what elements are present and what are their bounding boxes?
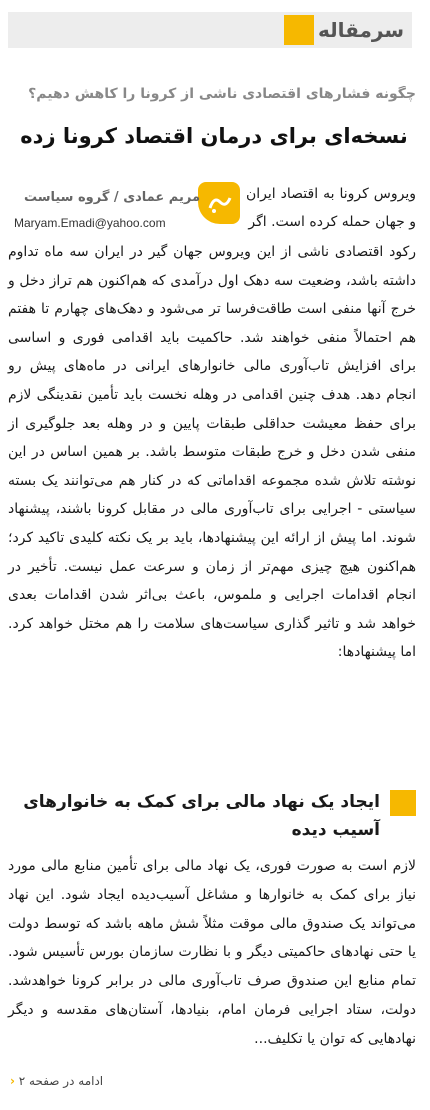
article-headline: نسخه‌ای برای درمان اقتصاد کرونا زده xyxy=(20,124,408,148)
publication-logo-icon xyxy=(198,182,240,224)
accent-square-icon xyxy=(284,15,314,45)
article-kicker: چگونه فشارهای اقتصادی ناشی از کرونا را کاهش دهیم؟ xyxy=(28,86,416,102)
article-body: رکود اقتصادی ناشی از این ویروس جهان گیر در ایران سه ماه تداوم داشته باشد، وضعیت سه دهک اول درآمدی که هم‌اکنون هم تراز دخل و خرج آنها منفی است طاقت‌فرسا تر می‌شود و دهک‌های چهارم تا هفتم هم احتمالاً منفی خواهند شد. حاکمیت باید اقدامی فوری و اساسی برای افزایش تاب‌آوری مالی خانوارهای ایرانی در ماه‌های پیش رو انجام دهد. هدف چنین اقدامی در وهله نخست باید تأمین نقدینگی لازم برای حفظ معیشت حداقلی طبقات پایین و در وهله بعد جلوگیری از منفی شدن دخل و خرج طبقات متوسط باشد. بر همین اساس در این نوشته تلاش شده مجموعه اقداماتی که در کنار هم می‌توانند یک بسته سیاستی - اجرایی برای تاب‌آوری مالی در مقابل کرونا باشند، پیشنهاد شوند. اما پیش از ارائه این پیشنهادها، باید بر یک نکته کلیدی تاکید کرد؛ هم‌اکنون هیچ چیزی مهم‌تر از زمان و سرعت عمل نیست. تأخیر در انجام اقدامات اجرایی و ملموس، باعث بی‌اثر شدن اقدامات بعدی خواهد شد و تاثیر گذاری سیاست‌های سلامت را هم مختل خواهد کرد. اما پیشنهادها: xyxy=(8,244,416,661)
author-byline xyxy=(6,168,240,248)
continued-link[interactable] xyxy=(10,1074,180,1088)
section-title-bar xyxy=(8,12,412,48)
section-title: سرمقاله xyxy=(317,18,404,42)
author-name: مریم عمادی / گروه سیاست xyxy=(23,190,200,205)
article-lead: ویروس کرونا به اقتصاد ایران و جهان حمله کرده است. اگر xyxy=(246,186,416,230)
subheading-square-icon xyxy=(390,790,416,816)
subheading-text: ایجاد یک نهاد مالی برای کمک به خانوارهای آسیب دیده xyxy=(23,792,380,840)
article-body-continued: لازم است به صورت فوری، یک نهاد مالی برای تأمین منابع مالی مورد نیاز برای کمک به خانوارها و مشاغل آسیب‌دیده ایجاد شود. این نهاد می‌تواند یک صندوق مالی موقت مثلاً شش ماهه باشد که توسط دولت یا حتی نهادهای حاکمیتی دیگر و با نظارت سازمان بورس تأسیس شود. تمام منابع این صندوق صرف تاب‌آوری مالی در برابر کرونا خواهدشد. دولت، ستاد اجرایی فرمان امام، بنیادها، آستان‌های مقدسه و دیگر نهادهایی که توان یا تکلیف... xyxy=(8,858,416,1047)
author-email[interactable]: Maryam.Emadi@yahoo.com xyxy=(14,216,166,230)
article-subheading xyxy=(8,788,416,846)
logo-mark-icon xyxy=(204,188,234,218)
continued-label: ادامه در صفحه ۲ xyxy=(18,1074,104,1088)
chevron-left-icon: ‹ xyxy=(10,1074,15,1088)
page-header xyxy=(0,0,430,72)
